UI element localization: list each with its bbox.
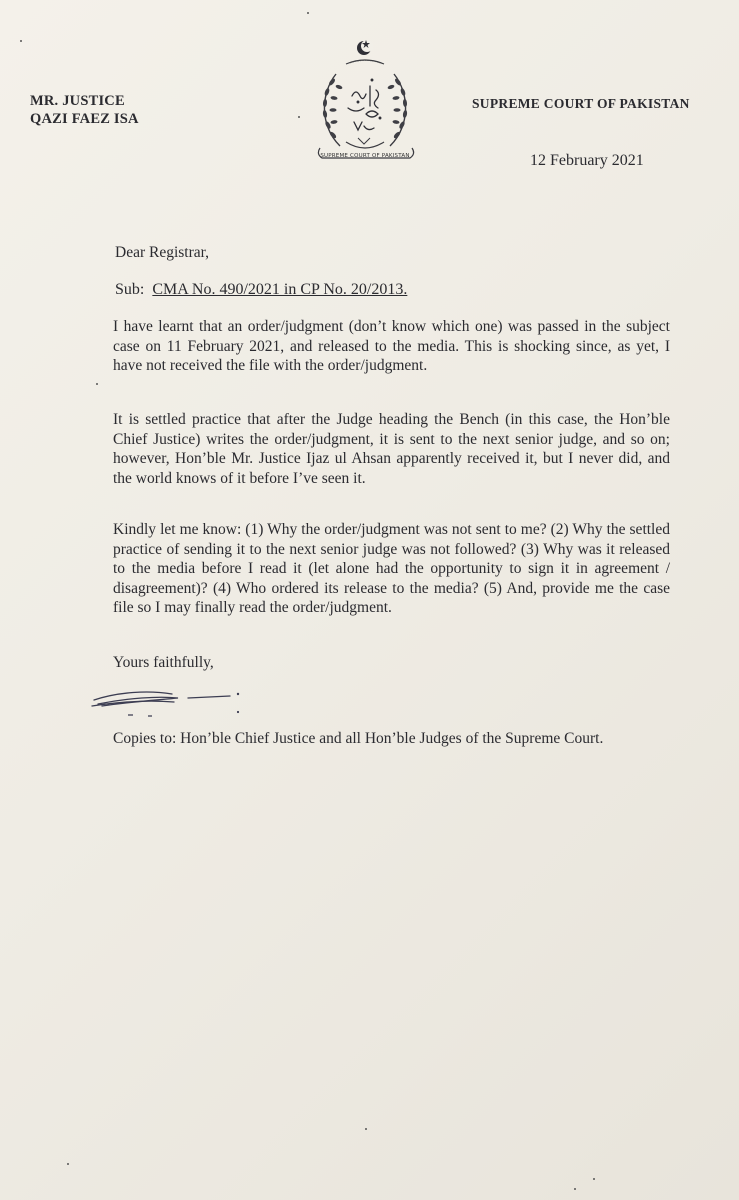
salutation: Dear Registrar,: [115, 244, 210, 261]
signature-icon: [88, 682, 258, 722]
sender-title: MR. JUSTICE: [30, 93, 125, 109]
paper-speck: [307, 12, 309, 14]
subject-prefix: Sub:: [115, 281, 145, 298]
letter-date: 12 February 2021: [530, 152, 644, 169]
paper-speck: [96, 383, 98, 385]
subject-line: [115, 281, 407, 299]
closing: Yours faithfully,: [113, 654, 214, 671]
paragraph-1: I have learnt that an order/judgment (don’t know which one) was passed in the subject case on 11 February 2021, and released to the media. This is shocking since, as yet, I have not received the file with the order/judgment.: [113, 318, 670, 374]
sender-name: QAZI FAEZ ISA: [30, 111, 139, 127]
paragraph-2: It is settled practice that after the Judge heading the Bench (in this case, the Hon’ble Chief Justice) writes the order/judgment, it is sent to the next senior judge, and so on; however, Hon’ble Mr. Justice Ijaz ul Ahsan apparently received it, but I never did, and the world knows of it before I’ve seen it.: [113, 411, 670, 487]
paper-speck: [365, 1128, 367, 1130]
paragraph-3: Kindly let me know: (1) Why the order/judgment was not sent to me? (2) Why the settled practice of sending it to the next senior judge was not followed? (3) Why was it released to the media before I read it (let alone had the opportunity to sign it in agreement / disagreement)? (4) Who ordered its release to the media? (5) And, provide me the case file so I may finally read the order/judgment.: [113, 521, 670, 616]
paper-speck: [67, 1163, 69, 1165]
paper-speck: [593, 1178, 595, 1180]
sender-block: [30, 92, 139, 128]
paper-speck: [298, 116, 300, 118]
subject-reference: CMA No. 490/2021 in CP No. 20/2013.: [152, 281, 408, 298]
paper-speck: [574, 1188, 576, 1190]
emblem-label: SUPREME COURT OF PAKISTAN: [320, 153, 410, 159]
institution-name: SUPREME COURT OF PAKISTAN: [472, 96, 690, 111]
paper-speck: [20, 40, 22, 42]
copies-to: Copies to: Hon’ble Chief Justice and all Hon’ble Judges of the Supreme Court.: [113, 730, 604, 747]
